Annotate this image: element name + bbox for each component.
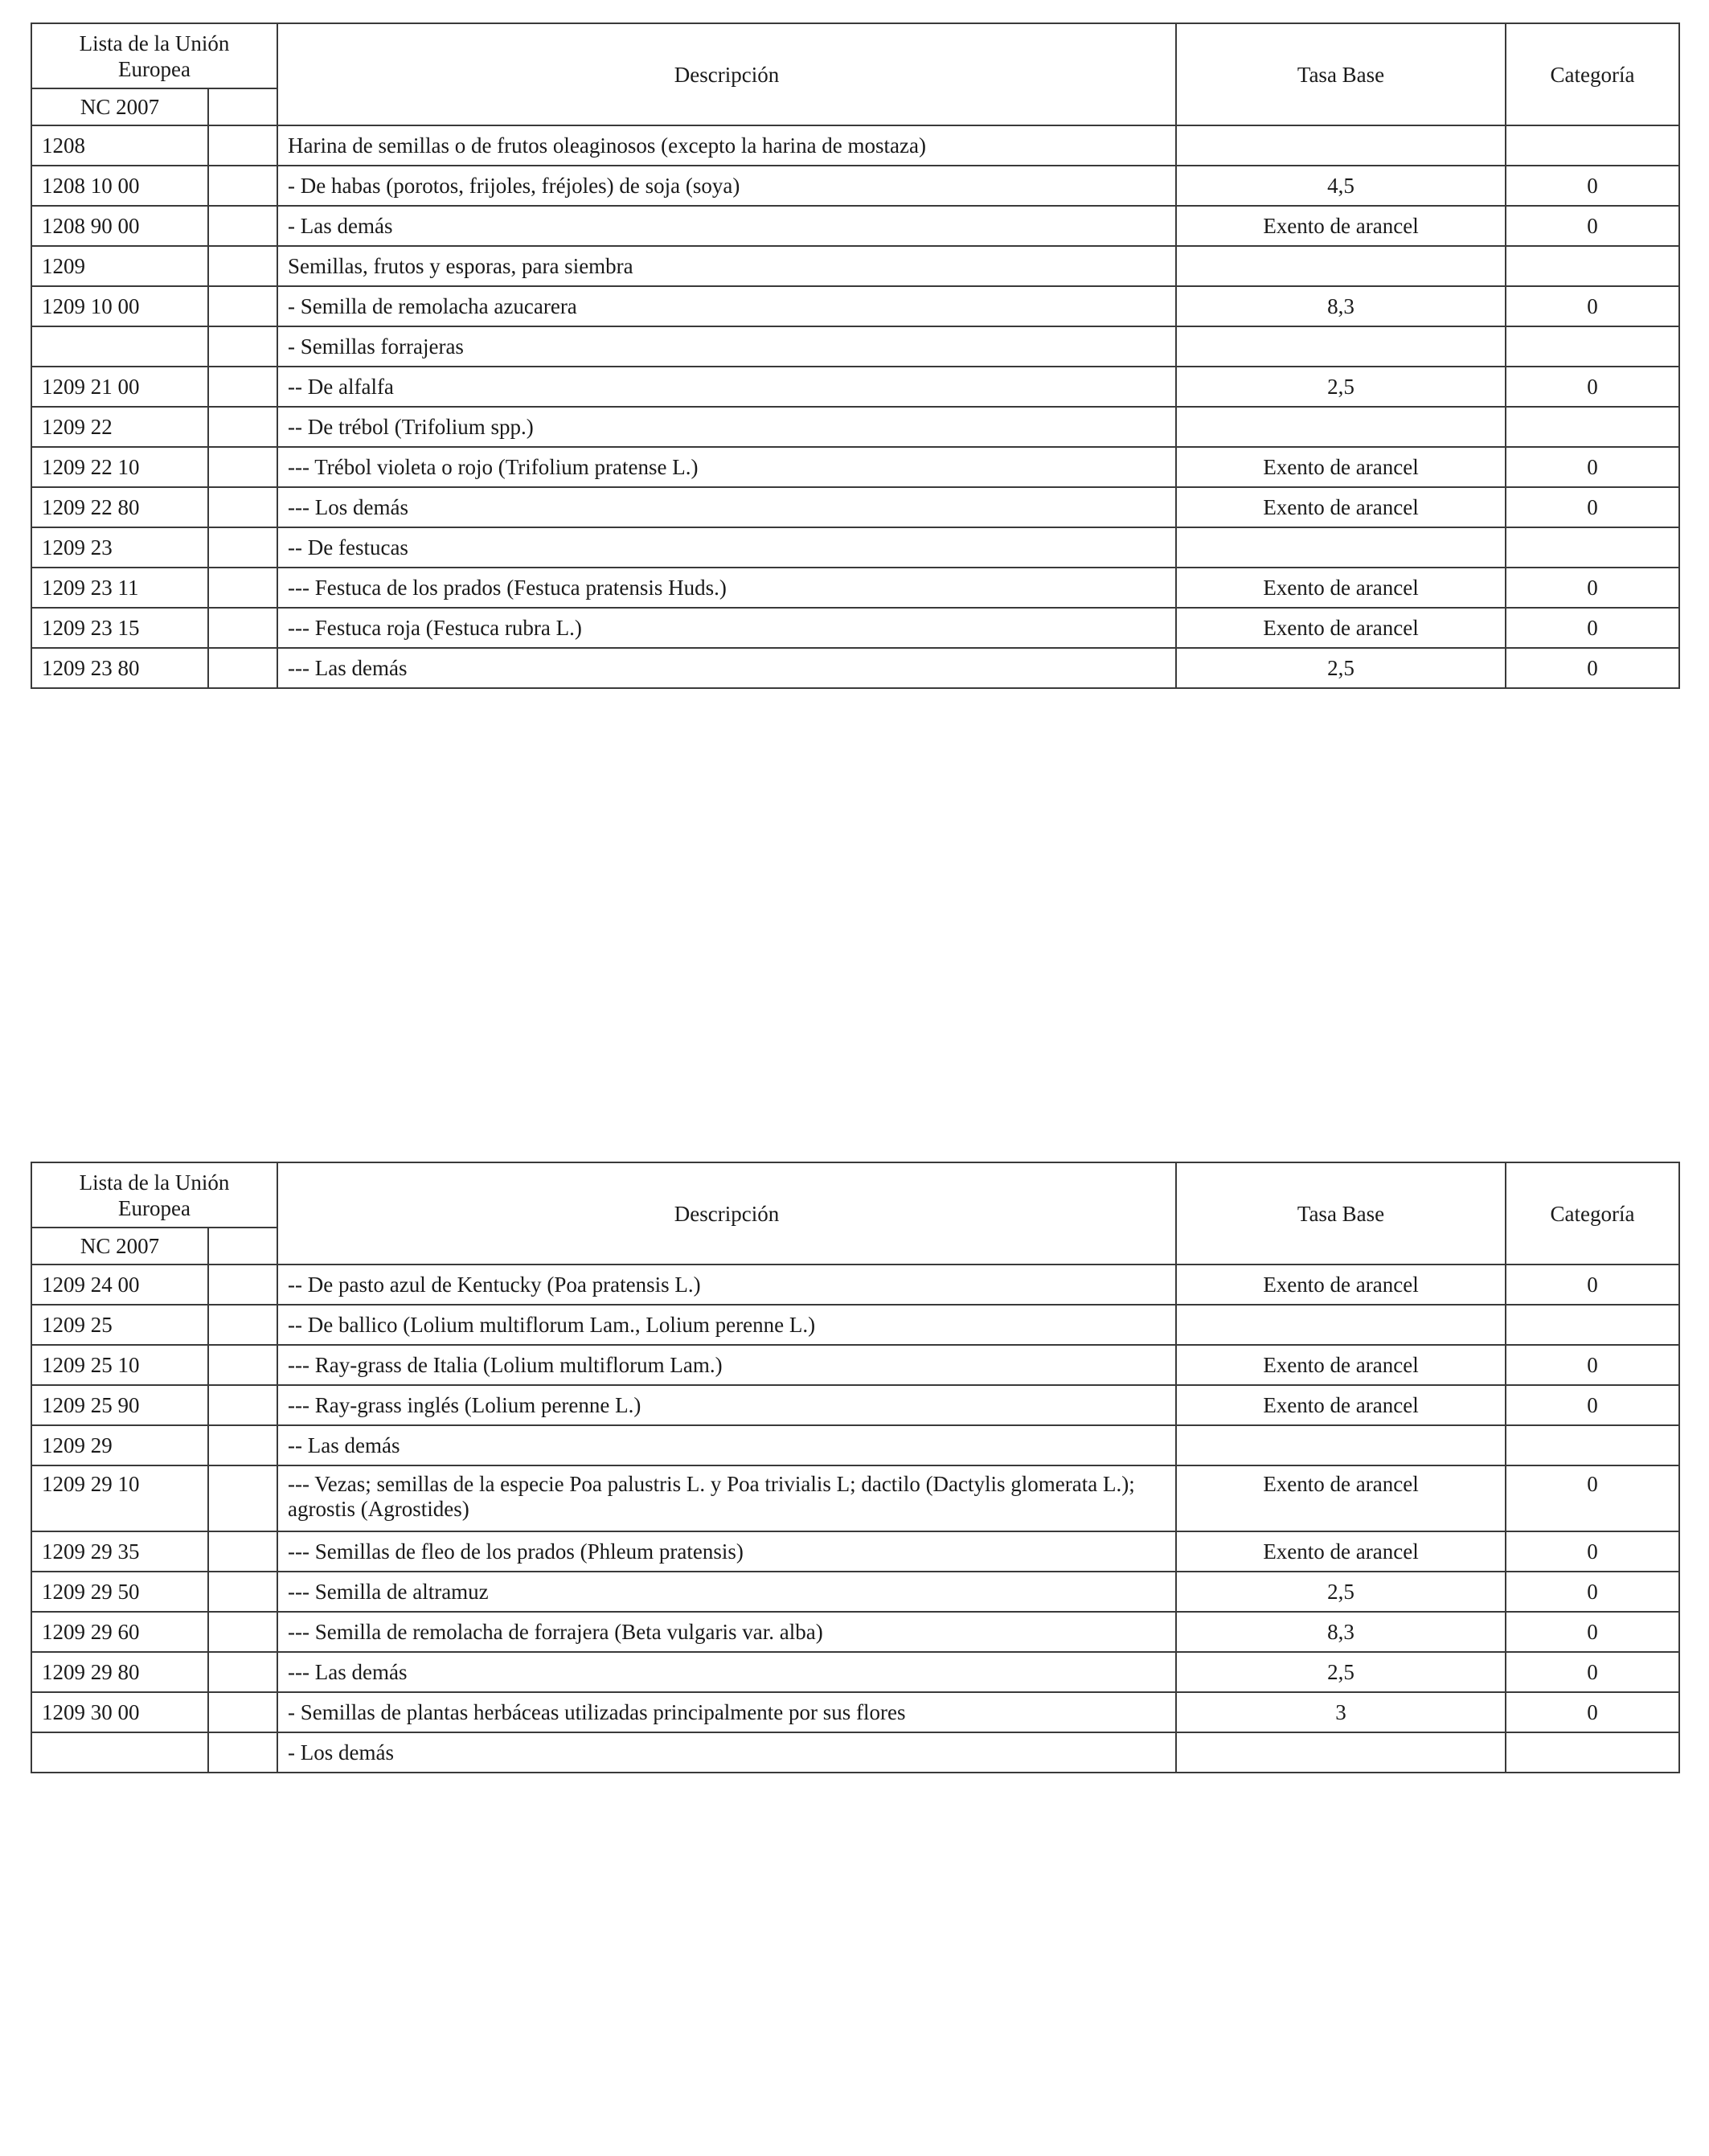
blank-cell [208,527,277,568]
description-cell: Harina de semillas o de frutos oleaginosos (excepto la harina de mostaza) [277,125,1176,166]
description-cell: - De habas (porotos, frijoles, fréjoles) de soja (soya) [277,166,1176,206]
tariff-code [31,326,208,367]
tariff-code: 1209 23 80 [31,648,208,688]
description-cell: -- De alfalfa [277,367,1176,407]
category-cell [1506,527,1679,568]
base-rate-cell: Exento de arancel [1176,206,1506,246]
category-cell: 0 [1506,608,1679,648]
table-row [31,1264,1679,1305]
description-cell: --- Festuca de los prados (Festuca pratensis Huds.) [277,568,1176,608]
table-row [31,648,1679,688]
base-rate-cell [1176,1425,1506,1465]
base-rate-cell: Exento de arancel [1176,1264,1506,1305]
table-row [31,407,1679,447]
blank-cell [208,1732,277,1773]
table-row [31,206,1679,246]
header-base-rate: Tasa Base [1176,1162,1506,1264]
table-row [31,527,1679,568]
table-row [31,447,1679,487]
description-cell: -- De trébol (Trifolium spp.) [277,407,1176,447]
description-cell: - Los demás [277,1732,1176,1773]
blank-cell [208,286,277,326]
base-rate-cell [1176,1732,1506,1773]
category-cell: 0 [1506,206,1679,246]
blank-cell [208,1465,277,1531]
table-row [31,1385,1679,1425]
base-rate-cell: Exento de arancel [1176,1531,1506,1572]
tariff-code: 1209 22 [31,407,208,447]
header-nc-2007: NC 2007 [31,88,208,125]
table-row [31,1572,1679,1612]
base-rate-cell [1176,407,1506,447]
description-cell: Semillas, frutos y esporas, para siembra [277,246,1176,286]
base-rate-cell: 2,5 [1176,1652,1506,1692]
tariff-code: 1209 [31,246,208,286]
tariff-code: 1209 29 50 [31,1572,208,1612]
tariff-code: 1209 21 00 [31,367,208,407]
tariff-code: 1208 90 00 [31,206,208,246]
category-cell: 0 [1506,367,1679,407]
category-cell: 0 [1506,568,1679,608]
tariff-table-2 [31,1162,1680,1773]
description-cell: - Semillas de plantas herbáceas utilizadas principalmente por sus flores [277,1692,1176,1732]
table-row [31,608,1679,648]
category-cell: 0 [1506,1612,1679,1652]
blank-cell [208,1652,277,1692]
base-rate-cell: Exento de arancel [1176,487,1506,527]
blank-cell [208,608,277,648]
base-rate-cell: Exento de arancel [1176,1345,1506,1385]
blank-cell [208,166,277,206]
description-cell: -- De ballico (Lolium multiflorum Lam., Lolium perenne L.) [277,1305,1176,1345]
tariff-code: 1209 29 [31,1425,208,1465]
description-cell: --- Ray-grass de Italia (Lolium multiflorum Lam.) [277,1345,1176,1385]
description-cell: --- Festuca roja (Festuca rubra L.) [277,608,1176,648]
tariff-code: 1209 29 35 [31,1531,208,1572]
blank-cell [208,206,277,246]
base-rate-cell: 2,5 [1176,1572,1506,1612]
category-cell: 0 [1506,648,1679,688]
blank-cell [208,125,277,166]
header-category: Categoría [1506,1162,1679,1264]
blank-cell [208,1264,277,1305]
description-cell: -- De festucas [277,527,1176,568]
base-rate-cell [1176,527,1506,568]
tariff-code: 1208 [31,125,208,166]
header-blank-cell [208,88,277,125]
description-cell: --- Semilla de remolacha de forrajera (Beta vulgaris var. alba) [277,1612,1176,1652]
table-row [31,487,1679,527]
blank-cell [208,1612,277,1652]
tariff-code: 1209 29 80 [31,1652,208,1692]
category-cell: 0 [1506,447,1679,487]
category-cell: 0 [1506,1465,1679,1531]
header-nc-2007: NC 2007 [31,1228,208,1264]
tariff-code [31,1732,208,1773]
table-row [31,125,1679,166]
description-cell: --- Trébol violeta o rojo (Trifolium pratense L.) [277,447,1176,487]
base-rate-cell: Exento de arancel [1176,447,1506,487]
description-cell: --- Las demás [277,1652,1176,1692]
description-cell: --- Semilla de altramuz [277,1572,1176,1612]
category-cell: 0 [1506,1345,1679,1385]
blank-cell [208,1425,277,1465]
category-cell [1506,125,1679,166]
blank-cell [208,246,277,286]
blank-cell [208,1385,277,1425]
header-category: Categoría [1506,23,1679,125]
blank-cell [208,568,277,608]
description-cell: --- Semillas de fleo de los prados (Phleum pratensis) [277,1531,1176,1572]
base-rate-cell: 2,5 [1176,367,1506,407]
category-cell [1506,407,1679,447]
table-row [31,568,1679,608]
tariff-code: 1209 23 15 [31,608,208,648]
base-rate-cell: Exento de arancel [1176,1385,1506,1425]
blank-cell [208,648,277,688]
base-rate-cell: Exento de arancel [1176,568,1506,608]
description-cell: - Semillas forrajeras [277,326,1176,367]
category-cell [1506,1425,1679,1465]
description-cell: --- Ray-grass inglés (Lolium perenne L.) [277,1385,1176,1425]
category-cell: 0 [1506,1692,1679,1732]
header-blank-cell [208,1228,277,1264]
description-cell: --- Las demás [277,648,1176,688]
base-rate-cell: 8,3 [1176,1612,1506,1652]
tariff-code: 1209 22 10 [31,447,208,487]
tariff-code: 1209 10 00 [31,286,208,326]
base-rate-cell [1176,125,1506,166]
category-cell: 0 [1506,1652,1679,1692]
table-row [31,1692,1679,1732]
blank-cell [208,1692,277,1732]
blank-cell [208,407,277,447]
header-eu-list: Lista de la Unión Europea [31,23,277,88]
tariff-code: 1209 23 11 [31,568,208,608]
table-row [31,1305,1679,1345]
category-cell [1506,326,1679,367]
tariff-code: 1209 29 60 [31,1612,208,1652]
base-rate-cell [1176,1305,1506,1345]
table-row [31,1465,1679,1531]
blank-cell [208,1531,277,1572]
header-description: Descripción [277,23,1176,125]
tariff-code: 1209 25 90 [31,1385,208,1425]
category-cell: 0 [1506,1531,1679,1572]
blank-cell [208,1305,277,1345]
table-row [31,1531,1679,1572]
description-cell: --- Vezas; semillas de la especie Poa palustris L. y Poa trivialis L; dactilo (Dactylis glomerata L.); agrostis (Agrostides) [277,1465,1176,1531]
base-rate-cell: Exento de arancel [1176,608,1506,648]
base-rate-cell: 8,3 [1176,286,1506,326]
table-row [31,367,1679,407]
base-rate-cell: 4,5 [1176,166,1506,206]
description-cell: --- Los demás [277,487,1176,527]
tariff-code: 1209 29 10 [31,1465,208,1531]
tariff-code: 1209 22 80 [31,487,208,527]
category-cell: 0 [1506,286,1679,326]
description-cell: -- Las demás [277,1425,1176,1465]
tariff-code: 1209 25 10 [31,1345,208,1385]
base-rate-cell: Exento de arancel [1176,1465,1506,1531]
tariff-code: 1209 30 00 [31,1692,208,1732]
header-eu-list: Lista de la Unión Europea [31,1162,277,1228]
category-cell: 0 [1506,166,1679,206]
blank-cell [208,487,277,527]
category-cell [1506,1305,1679,1345]
category-cell: 0 [1506,1572,1679,1612]
category-cell: 0 [1506,1264,1679,1305]
blank-cell [208,326,277,367]
description-cell: -- De pasto azul de Kentucky (Poa pratensis L.) [277,1264,1176,1305]
tariff-code: 1209 24 00 [31,1264,208,1305]
category-cell [1506,1732,1679,1773]
base-rate-cell: 2,5 [1176,648,1506,688]
blank-cell [208,1345,277,1385]
base-rate-cell [1176,246,1506,286]
header-base-rate: Tasa Base [1176,23,1506,125]
table-row [31,286,1679,326]
blank-cell [208,367,277,407]
description-cell: - Las demás [277,206,1176,246]
tariff-code: 1209 25 [31,1305,208,1345]
base-rate-cell [1176,326,1506,367]
table-row [31,246,1679,286]
category-cell [1506,246,1679,286]
tariff-table-1 [31,23,1680,689]
blank-cell [208,1572,277,1612]
category-cell: 0 [1506,1385,1679,1425]
tariff-code: 1208 10 00 [31,166,208,206]
table-row [31,1425,1679,1465]
blank-cell [208,447,277,487]
table-row [31,1652,1679,1692]
category-cell: 0 [1506,487,1679,527]
base-rate-cell: 3 [1176,1692,1506,1732]
table-row [31,1345,1679,1385]
table-row [31,1732,1679,1773]
header-description: Descripción [277,1162,1176,1264]
tariff-code: 1209 23 [31,527,208,568]
table-row [31,326,1679,367]
table-row [31,166,1679,206]
description-cell: - Semilla de remolacha azucarera [277,286,1176,326]
table-row [31,1612,1679,1652]
